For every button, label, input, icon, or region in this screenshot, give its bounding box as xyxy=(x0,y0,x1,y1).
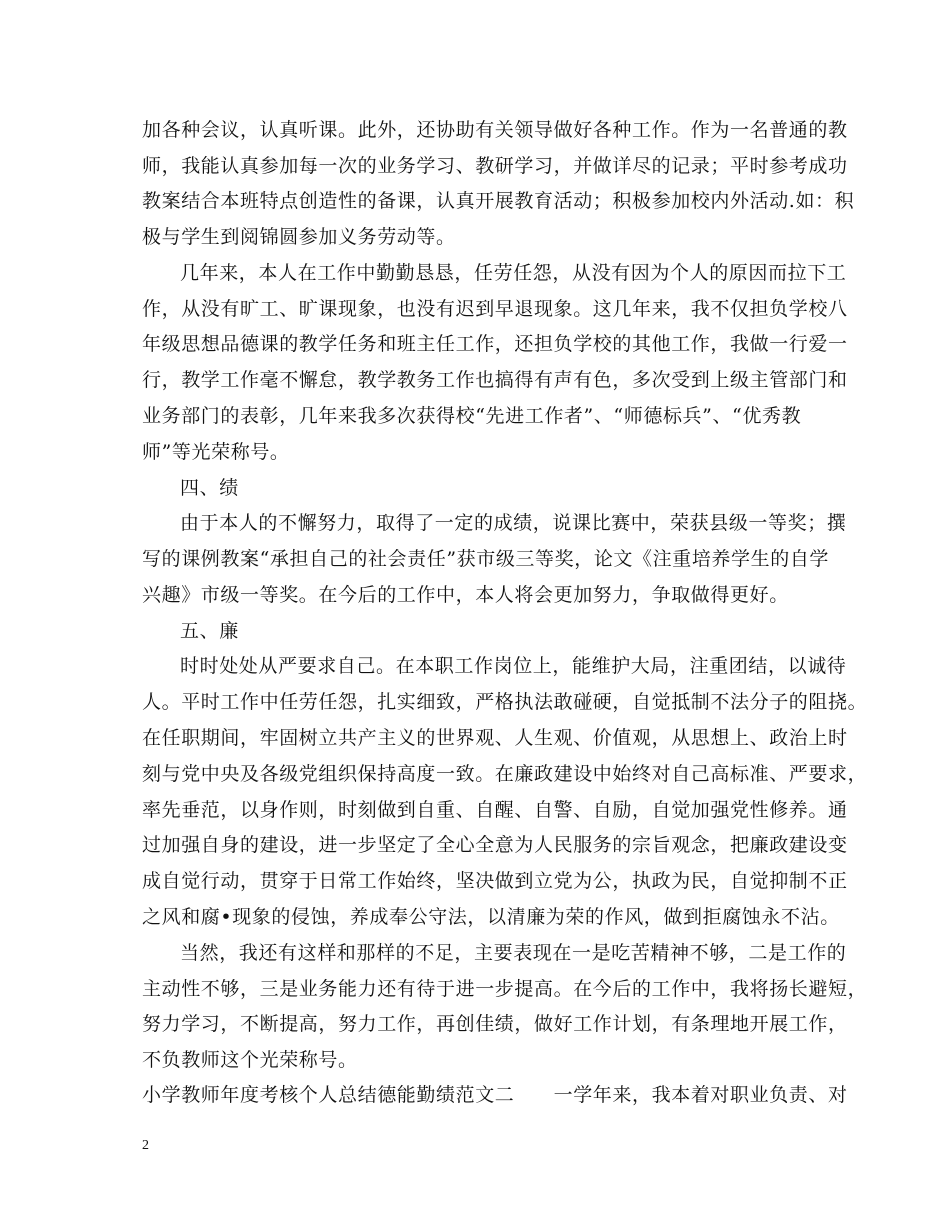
text-line: 刻与党中央及各级党组织保持高度一致。在廉政建设中始终对自己高标准、严要求， xyxy=(142,763,868,785)
section-heading-achievement: 四、绩 xyxy=(180,477,239,499)
text-line: 不负教师这个光荣称号。 xyxy=(142,1049,358,1071)
text-line: 行，教学工作毫不懈怠，教学教务工作也搞得有声有色，多次受到上级主管部门和 xyxy=(142,369,848,391)
page-number: 2 xyxy=(142,1138,149,1153)
paragraph-first-line: 时时处处从严要求自己。在本职工作岗位上，能维护大局，注重团结，以诚待 xyxy=(180,655,847,677)
section-heading-integrity: 五、廉 xyxy=(180,620,239,642)
text-line: 人。平时工作中任劳任怨，扎实细致，严格执法敢碰硬，自觉抵制不法分子的阻挠。 xyxy=(142,691,868,713)
text-line: 率先垂范，以身作则，时刻做到自重、自醒、自警、自励，自觉加强党性修养。通 xyxy=(142,799,848,821)
text-line: 在任职期间，牢固树立共产主义的世界观、人生观、价值观，从思想上、政治上时 xyxy=(142,727,848,749)
text-line: 过加强自身的建设，进一步坚定了全心全意为人民服务的宗旨观念，把廉政建设变 xyxy=(142,834,848,856)
paragraph-first-line: 当然，我还有这样和那样的不足，主要表现在一是吃苦精神不够，二是工作的 xyxy=(180,942,847,964)
text-line: 师”等光荣称号。 xyxy=(142,441,290,463)
text-line: 成自觉行动，贯穿于日常工作始终，坚决做到立党为公，执政为民，自觉抑制不正 xyxy=(142,870,848,892)
text-line: 师，我能认真参加每一次的业务学习、教研学习，并做详尽的记录；平时参考成功 xyxy=(142,155,848,177)
text-line: 教案结合本班特点创造性的备课，认真开展教育活动；积极参加校内外活动.如：积 xyxy=(142,190,855,212)
text-line: 业务部门的表彰，几年来我多次获得校“先进工作者”、“师德标兵”、“优秀教 xyxy=(142,405,802,427)
paragraph-first-line: 由于本人的不懈努力，取得了一定的成绩，说课比赛中，荣获县级一等奖；撰 xyxy=(180,512,847,534)
text-line: 年级思想品德课的教学任务和班主任工作，还担负学校的其他工作，我做一行爱一 xyxy=(142,333,848,355)
section-title-line: 小学教师年度考核个人总结德能勤绩范文二 一学年来，我本着对职业负责、对 xyxy=(142,1084,848,1106)
paragraph-first-line: 几年来，本人在工作中勤勤恳恳，任劳任怨，从没有因为个人的原因而拉下工 xyxy=(180,262,847,284)
text-line: 主动性不够，三是业务能力还有待于进一步提高。在今后的工作中，我将扬长避短， xyxy=(142,978,868,1000)
text-line: 作，从没有旷工、旷课现象，也没有迟到早退现象。这几年来，我不仅担负学校八 xyxy=(142,298,848,320)
text-line: 兴趣》市级一等奖。在今后的工作中，本人将会更加努力，争取做得更好。 xyxy=(142,584,789,606)
text-line: 之风和腐•现象的侵蚀，养成奉公守法，以清廉为荣的作风，做到拒腐蚀永不沾。 xyxy=(142,906,840,928)
text-line: 写的课例教案“承担自己的社会责任”获市级三等奖，论文《注重培养学生的自学 xyxy=(142,548,830,570)
text-line: 努力学习，不断提高，努力工作，再创佳绩，做好工作计划，有条理地开展工作， xyxy=(142,1013,848,1035)
text-line: 极与学生到阅锦圆参加义务劳动等。 xyxy=(142,226,456,248)
text-line: 加各种会议，认真听课。此外，还协助有关领导做好各种工作。作为一名普通的教 xyxy=(142,119,848,141)
